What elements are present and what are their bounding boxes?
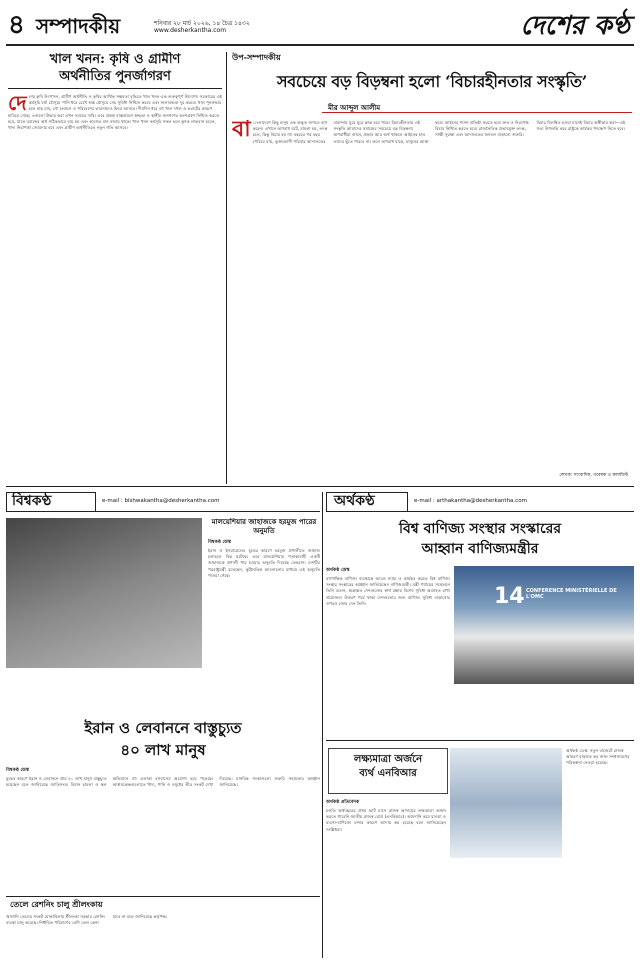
main-dropcap: বা xyxy=(232,120,251,142)
nbr-headline-2: ব্যর্থ এনবিআর xyxy=(359,768,417,779)
economy-header-rule xyxy=(326,511,634,512)
header-rule xyxy=(6,44,634,46)
world-bottom-headline: তেলে রেশনিং চালু শ্রীলংকায় xyxy=(10,900,103,909)
world-section xyxy=(6,492,320,958)
world-bottom-body: জ্বালানি তেলের সংকট মোকাবিলায় শ্রীলংকা সরকার রেশনিং ব্যবস্থা চালু করেছে। নির্ধারিত পরিমাণের বেশি তেল কেনা যাবে না বলে জানিয়েছে কর্তৃপক্ষ। xyxy=(6,914,168,926)
world-main-headline-1: ইরান ও লেবাননে বাস্তুচ্যুত xyxy=(84,719,242,737)
economy-main-story xyxy=(326,566,450,736)
left-title-line2: অর্থনীতির পুনর্জাগরণ xyxy=(59,69,171,84)
nbr-headline-1: লক্ষ্যমাত্রা অর্জনে xyxy=(353,754,423,765)
nbr-reporter: অর্থকণ্ঠ প্রতিবেদক xyxy=(326,800,360,805)
nbr-building-photo xyxy=(450,748,562,858)
world-main-body: যুদ্ধের কারণে ইরান ও লেবাননে প্রায় ৪০ লাখ মানুষ বাস্তুচ্যুত হয়েছেন বলে জানিয়েছে জাতিসংঘ। বিমান হামলা ও স্থল অভিযানে বহু এলাকা বসবাসের অযোগ্য হয়ে পড়েছে। আশ্রয়কেন্দ্রগুলোতে খাদ্য, পানি ও ওষুধের তীব্র সংকট দেখা দিয়েছে। মানবিক সংস্থাগুলো জরুরি সহায়তার আহ্বান জানিয়েছে। xyxy=(6,776,320,788)
world-side-body: ইরান ও ইসরায়েলের যুদ্ধের কারণে হরমুজ প্রণালীতে জাহাজ চলাচলে বিঘ্ন ঘটেছে। তবে মালয়েশিয়ার পতাকাবাহী একটি জাহাজকে প্রণালী পার হওয়ার অনুমতি দিয়েছে তেহরান। দেশটির পররাষ্ট্রমন্ত্রী বলেছেন, কূটনৈতিক আলোচনার মাধ্যমে এই অনুমতি পাওয়া গেছে। xyxy=(208,548,320,578)
main-headline: সবচেয়ে বড় বিড়ম্বনা হলো ‘বিচারহীনতার সংস্কৃতি’ xyxy=(276,72,588,91)
world-main-story xyxy=(6,766,320,892)
dateline: শনিবার ২৮ মার্চ ২০২৬, ১৪ চৈত্র ১৪৩২ xyxy=(154,20,250,27)
main-body xyxy=(232,120,632,470)
left-body-text: শের কৃষি উৎপাদন, গ্রামীণ অর্থনীতি ও কৃষির আর্থিক সক্ষমতা বৃদ্ধিতে খাল খনন এক গুরুত্বপূর্ণ উদ্যোগ। সরকারের এই কর্মসূচি বর্ষা মৌসুমে পানি ধরে রেখে শুষ্ক মৌসুমে সেচ সুবিধা নিশ্চিত করবে এবং জলাবদ্ধতা দূর করবে। খাল পুনরুদ্ধার হলে মাছ চাষ, নৌ চলাচল ও পরিবেশের ভারসাম্যও ফিরে আসবে। দীর্ঘদিন ধরে বহু খাল দখল ও ভরাটের কারণে হারিয়ে গেছে; এগুলো উদ্ধার করা এখন সময়ের দাবি। তবে প্রকল্প বাস্তবায়নে স্বচ্ছতা ও স্থানীয় জনগণের অংশগ্রহণ নিশ্চিত করতে হবে, যাতে বরাদ্দের অর্থ সঠিকভাবে ব্যয় হয় এবং কাজের মান বজায় থাকে। খাল খনন কর্মসূচি সফল হলে কৃষক লাভবান হবেন, খাদ্য নিরাপত্তা জোরদার হবে এবং গ্রামীণ অর্থনীতিতে নতুন গতি আসবে। xyxy=(8,94,222,131)
world-header-rule xyxy=(6,511,320,512)
world-email: e-mail : bishwakantha@desherkantha.com xyxy=(102,498,220,504)
world-photo xyxy=(6,518,202,668)
economy-headline-2: আহ্বান বাণিজ্যমন্ত্রীর xyxy=(421,541,539,557)
world-side-headline: মালয়েশিয়ার জাহাজকে হরমুজ পারের অনুমতি xyxy=(211,518,317,535)
main-article xyxy=(232,52,632,484)
economy-header xyxy=(326,492,634,512)
author-line xyxy=(322,102,632,114)
masthead: দেশের কণ্ঠ xyxy=(520,11,630,41)
world-header xyxy=(6,492,320,512)
nbr-story xyxy=(326,798,446,954)
page-number: ৪ xyxy=(8,10,25,40)
section-title: সম্পাদকীয় xyxy=(36,14,121,38)
economy-body-continued xyxy=(454,688,634,736)
left-editorial xyxy=(8,52,222,482)
left-title-rule xyxy=(8,88,222,89)
economy-mid-rule xyxy=(326,740,634,741)
nbr-headline-box xyxy=(328,748,448,794)
main-footer-note: লেখক: সাংবাদিক, গবেষক ও কলামিস্ট xyxy=(559,473,628,478)
economy-side-note: অর্থকণ্ঠ ডেস্ক: নতুন বাজেটে রাজস্ব আহরণ বাড়াতে কর জাল সম্প্রসারণের পরিকল্পনা নেওয়া হয়েছে। xyxy=(566,748,630,766)
main-kicker: উপ-সম্পাদকীয় xyxy=(232,53,281,62)
column-divider-left xyxy=(226,52,227,484)
world-title: বিশ্বকণ্ঠ xyxy=(12,493,52,509)
left-body xyxy=(8,94,222,480)
world-side-reporter: বিশ্বকণ্ঠ ডেস্ক xyxy=(208,540,232,545)
left-title-line1: খাল খনন: কৃষি ও গ্রামীণ xyxy=(49,52,181,67)
conference-badge: 14 xyxy=(494,584,525,609)
economy-section xyxy=(326,492,634,958)
main-body-text: ংলাদেশে কিছু মানুষ এক অদ্ভুত জগতে বাস করেন। এখানে অপরাধ ঘটে, মামলা হয়, তদন্ত চলে, কিন্তু বিচার হয় না। বছরের পর বছর পেরিয়ে যায়, ভুক্তভোগী পরিবার আদালতের বারান্দায় ঘুরে ঘুরে ক্লান্ত হয়ে পড়ে। বিচারহীনতার এই সংস্কৃতি আমাদের সমাজের সবচেয়ে বড় বিড়ম্বনা। অপরাধীরা জানে, প্রভাব আর অর্থ থাকলে আইনের হাত তাদের ছুঁতে পারবে না। ফলে অপরাধ বাড়ে, মানুষের আস্থা কমে। আইনের শাসন প্রতিষ্ঠা করতে হলে দ্রুত ও নিরপেক্ষ বিচার নিশ্চিত করতে হবে। রাজনৈতিক প্রভাবমুক্ত তদন্ত, সাক্ষী সুরক্ষা এবং আদালতের জনবল বাড়ানো জরুরি। বিচার বিলম্বিত হওয়া মানেই বিচার অস্বীকার করা—এই সত্য উপলব্ধি করে রাষ্ট্রকে কার্যকর পদক্ষেপ নিতে হবে। xyxy=(252,120,626,144)
economy-title: অর্থকণ্ঠ xyxy=(334,493,375,509)
main-author: মীর আব্দুল আলীম xyxy=(328,104,381,112)
economy-reporter: অর্থকণ্ঠ ডেস্ক xyxy=(326,568,350,573)
world-bottom-rule xyxy=(6,896,320,897)
world-main-headline-2: ৪০ লাখ মানুষ xyxy=(120,741,206,759)
left-dropcap: দে xyxy=(8,94,27,115)
mid-rule xyxy=(6,486,634,487)
website: www.desherkantha.com xyxy=(154,27,227,34)
economy-headline-1: বিশ্ব বাণিজ্য সংস্থার সংস্কারের xyxy=(398,521,562,537)
economy-body: বহুপাক্ষিক বাণিজ্য ব্যবস্থাকে আরও ন্যায্য ও কার্যকর করতে বিশ্ব বাণিজ্য সংস্থার সংস্কারের আহ্বান জানিয়েছেন বাণিজ্যমন্ত্রী। মন্ত্রী পর্যায়ের সম্মেলনে তিনি বলেন, স্বল্পোন্নত দেশগুলোর স্বার্থ রক্ষায় বিশেষ সুবিধা অব্যাহত রাখা প্রয়োজন। উত্তরণ পর্বে থাকা দেশগুলোর জন্য বাণিজ্য সুবিধা বাড়ানোর ওপরও জোর দেন তিনি। xyxy=(326,576,450,606)
page-header xyxy=(6,8,634,48)
column-divider-bottom xyxy=(322,492,323,958)
conference-caption: CONFERENCE MINISTÉRIELLE DE L'OMC xyxy=(526,588,617,600)
economy-email: e-mail : arthakantha@desherkantha.com xyxy=(414,498,527,504)
world-main-reporter: বিশ্বকণ্ঠ ডেস্ক xyxy=(6,768,30,773)
world-side-story xyxy=(208,518,320,712)
economy-conference-photo xyxy=(454,566,634,684)
nbr-body: চলতি অর্থবছরের প্রথম আট মাসে রাজস্ব আদায়ের লক্ষ্যমাত্রা অর্জন করতে পারেনি জাতীয় রাজস্ব বোর্ড (এনবিআর)। আমদানি কমে যাওয়া ও ব্যবসা-বাণিজ্যে মন্দার কারণে আদায় কম হয়েছে বলে জানিয়েছেন সংশ্লিষ্টরা। xyxy=(326,808,446,832)
